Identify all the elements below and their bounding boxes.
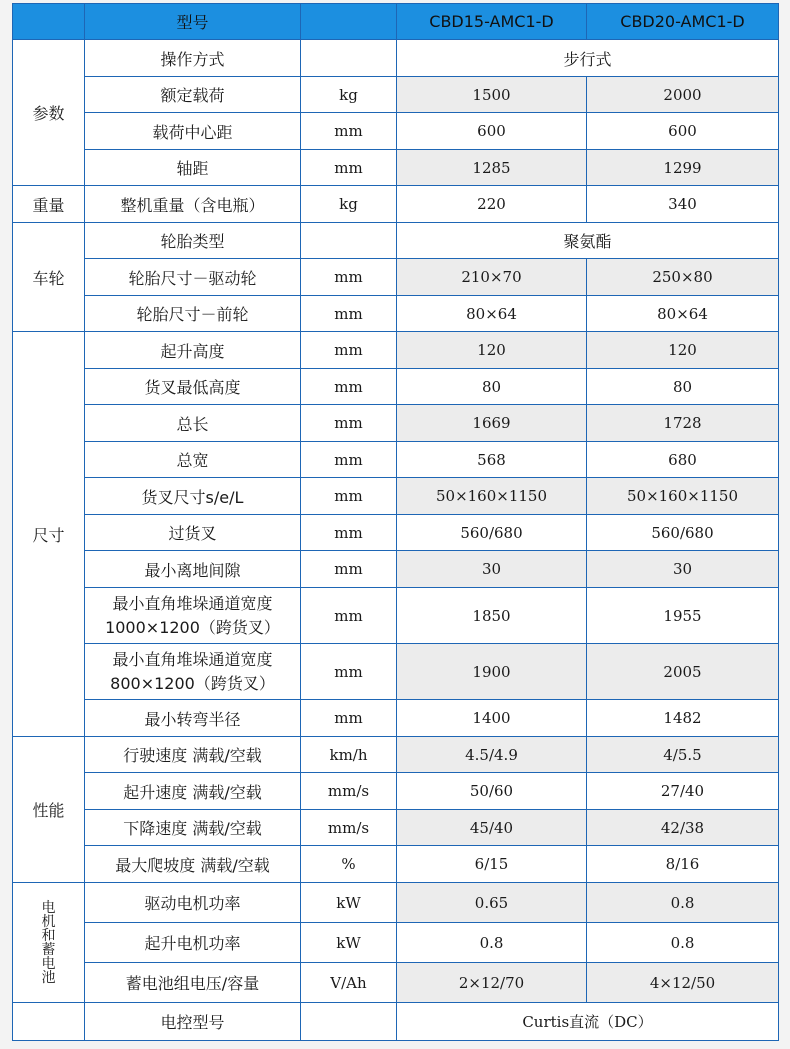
row-value-model-1: 0.65 <box>397 883 587 923</box>
group-char: 电 <box>41 955 56 972</box>
row-unit: mm/s <box>301 810 397 846</box>
row-label: 蓄电池组电压/容量 <box>85 963 301 1003</box>
row-value-model-1: 45/40 <box>397 810 587 846</box>
table-row <box>13 883 779 923</box>
row-unit: mm <box>301 113 397 150</box>
row-label: 操作方式 <box>85 40 301 77</box>
table-row <box>13 442 779 478</box>
row-value-model-2: 1482 <box>587 700 779 737</box>
row-unit: mm <box>301 515 397 551</box>
row-value-model-2: 8/16 <box>587 846 779 883</box>
row-value-model-2: 2000 <box>587 77 779 113</box>
row-value-model-2: 2005 <box>587 644 779 700</box>
row-value-model-1: 1500 <box>397 77 587 113</box>
group-wheels: 车轮 <box>13 223 85 332</box>
row-unit: mm <box>301 442 397 478</box>
row-label: 行驶速度 满载/空载 <box>85 737 301 773</box>
row-value-model-1: 2×12/70 <box>397 963 587 1003</box>
row-label: 过货叉 <box>85 515 301 551</box>
row-label: 下降速度 满载/空载 <box>85 810 301 846</box>
row-value-model-1: 50×160×1150 <box>397 478 587 515</box>
row-unit: km/h <box>301 737 397 773</box>
row-unit: kW <box>301 883 397 923</box>
table-row <box>13 773 779 810</box>
row-value-model-1: 1669 <box>397 405 587 442</box>
table-row <box>13 588 779 644</box>
row-unit: kg <box>301 186 397 223</box>
table-row <box>13 405 779 442</box>
row-value-model-1: 50/60 <box>397 773 587 810</box>
row-value-model-2: 42/38 <box>587 810 779 846</box>
table-row <box>13 515 779 551</box>
row-unit <box>301 223 397 259</box>
group-motor-battery <box>13 883 85 1003</box>
table-row <box>13 150 779 186</box>
table-row <box>13 644 779 700</box>
row-label-two-line <box>85 588 301 644</box>
group-dimensions: 尺寸 <box>13 332 85 737</box>
row-label: 货叉最低高度 <box>85 369 301 405</box>
row-unit: mm <box>301 296 397 332</box>
table-row <box>13 259 779 296</box>
row-label-line-2: 1000×1200（跨货叉） <box>105 617 280 637</box>
row-unit: mm/s <box>301 773 397 810</box>
group-params: 参数 <box>13 40 85 186</box>
group-empty <box>13 1003 85 1041</box>
header-unit <box>301 4 397 40</box>
row-label-line-2: 800×1200（跨货叉） <box>110 673 275 693</box>
table-row <box>13 40 779 77</box>
row-unit: % <box>301 846 397 883</box>
table-row <box>13 478 779 515</box>
row-label: 货叉尺寸s/e/L <box>85 478 301 515</box>
header-model-1: CBD15-AMC1-D <box>397 4 587 40</box>
row-value-model-2: 560/680 <box>587 515 779 551</box>
table-row <box>13 963 779 1003</box>
table-row <box>13 1003 779 1041</box>
row-value-model-2: 680 <box>587 442 779 478</box>
header-group <box>13 4 85 40</box>
row-label: 起升速度 满载/空载 <box>85 773 301 810</box>
table-row <box>13 369 779 405</box>
row-value-model-1: 568 <box>397 442 587 478</box>
row-value-model-1: 1850 <box>397 588 587 644</box>
row-unit: mm <box>301 478 397 515</box>
table-row <box>13 551 779 588</box>
row-label: 轮胎尺寸－驱动轮 <box>85 259 301 296</box>
group-performance: 性能 <box>13 737 85 883</box>
row-value-model-1: 600 <box>397 113 587 150</box>
header-row <box>13 4 779 40</box>
row-value-model-2: 4×12/50 <box>587 963 779 1003</box>
row-label: 最小离地间隙 <box>85 551 301 588</box>
row-unit: kg <box>301 77 397 113</box>
row-merged-value: Curtis直流（DC） <box>397 1003 779 1041</box>
row-value-model-1: 4.5/4.9 <box>397 737 587 773</box>
table-row <box>13 810 779 846</box>
row-unit <box>301 40 397 77</box>
row-value-model-2: 30 <box>587 551 779 588</box>
row-unit: mm <box>301 588 397 644</box>
table-row <box>13 923 779 963</box>
row-label: 总长 <box>85 405 301 442</box>
row-label: 轮胎尺寸－前轮 <box>85 296 301 332</box>
row-value-model-2: 250×80 <box>587 259 779 296</box>
row-unit: mm <box>301 369 397 405</box>
row-value-model-1: 220 <box>397 186 587 223</box>
row-unit: mm <box>301 332 397 369</box>
row-value-model-1: 120 <box>397 332 587 369</box>
row-unit: mm <box>301 150 397 186</box>
row-value-model-1: 6/15 <box>397 846 587 883</box>
row-value-model-2: 600 <box>587 113 779 150</box>
row-label-line-1: 最小直角堆垛通道宽度 <box>112 593 273 613</box>
row-unit: V/Ah <box>301 963 397 1003</box>
row-value-model-2: 0.8 <box>587 923 779 963</box>
row-label: 电控型号 <box>85 1003 301 1041</box>
group-char: 和 <box>41 927 56 944</box>
table-row <box>13 846 779 883</box>
table-row <box>13 296 779 332</box>
row-value-model-2: 120 <box>587 332 779 369</box>
row-value-model-2: 4/5.5 <box>587 737 779 773</box>
row-value-model-2: 340 <box>587 186 779 223</box>
row-merged-value: 聚氨酯 <box>397 223 779 259</box>
row-label: 额定载荷 <box>85 77 301 113</box>
row-label: 驱动电机功率 <box>85 883 301 923</box>
row-label: 起升高度 <box>85 332 301 369</box>
header-model-label: 型号 <box>85 4 301 40</box>
row-value-model-1: 30 <box>397 551 587 588</box>
spec-table <box>12 3 779 1041</box>
row-label: 轴距 <box>85 150 301 186</box>
row-label: 总宽 <box>85 442 301 478</box>
table-row <box>13 223 779 259</box>
group-weight: 重量 <box>13 186 85 223</box>
row-value-model-1: 80×64 <box>397 296 587 332</box>
table-row <box>13 737 779 773</box>
row-label: 起升电机功率 <box>85 923 301 963</box>
group-char: 电 <box>41 899 56 916</box>
table-row <box>13 77 779 113</box>
table-row <box>13 332 779 369</box>
table-row <box>13 113 779 150</box>
row-value-model-2: 0.8 <box>587 883 779 923</box>
table-row <box>13 186 779 223</box>
row-unit: mm <box>301 644 397 700</box>
row-label: 最小转弯半径 <box>85 700 301 737</box>
group-char: 池 <box>41 969 56 986</box>
row-unit: mm <box>301 700 397 737</box>
row-label: 轮胎类型 <box>85 223 301 259</box>
row-merged-value: 步行式 <box>397 40 779 77</box>
row-label-two-line <box>85 644 301 700</box>
row-value-model-2: 1728 <box>587 405 779 442</box>
row-value-model-1: 560/680 <box>397 515 587 551</box>
row-value-model-1: 80 <box>397 369 587 405</box>
group-char: 蓄 <box>41 941 56 958</box>
row-label: 整机重量（含电瓶） <box>85 186 301 223</box>
row-unit: mm <box>301 259 397 296</box>
row-unit <box>301 1003 397 1041</box>
row-value-model-1: 1285 <box>397 150 587 186</box>
row-label: 最大爬坡度 满载/空载 <box>85 846 301 883</box>
row-value-model-1: 0.8 <box>397 923 587 963</box>
row-value-model-2: 1955 <box>587 588 779 644</box>
row-value-model-2: 80×64 <box>587 296 779 332</box>
row-unit: mm <box>301 551 397 588</box>
row-value-model-1: 1400 <box>397 700 587 737</box>
row-value-model-2: 50×160×1150 <box>587 478 779 515</box>
row-unit: mm <box>301 405 397 442</box>
row-value-model-1: 210×70 <box>397 259 587 296</box>
row-value-model-2: 1299 <box>587 150 779 186</box>
row-value-model-2: 27/40 <box>587 773 779 810</box>
header-model-2: CBD20-AMC1-D <box>587 4 779 40</box>
group-char: 机 <box>41 913 56 930</box>
row-unit: kW <box>301 923 397 963</box>
table-row <box>13 700 779 737</box>
row-label-line-1: 最小直角堆垛通道宽度 <box>112 649 273 669</box>
row-value-model-1: 1900 <box>397 644 587 700</box>
row-value-model-2: 80 <box>587 369 779 405</box>
row-label: 载荷中心距 <box>85 113 301 150</box>
